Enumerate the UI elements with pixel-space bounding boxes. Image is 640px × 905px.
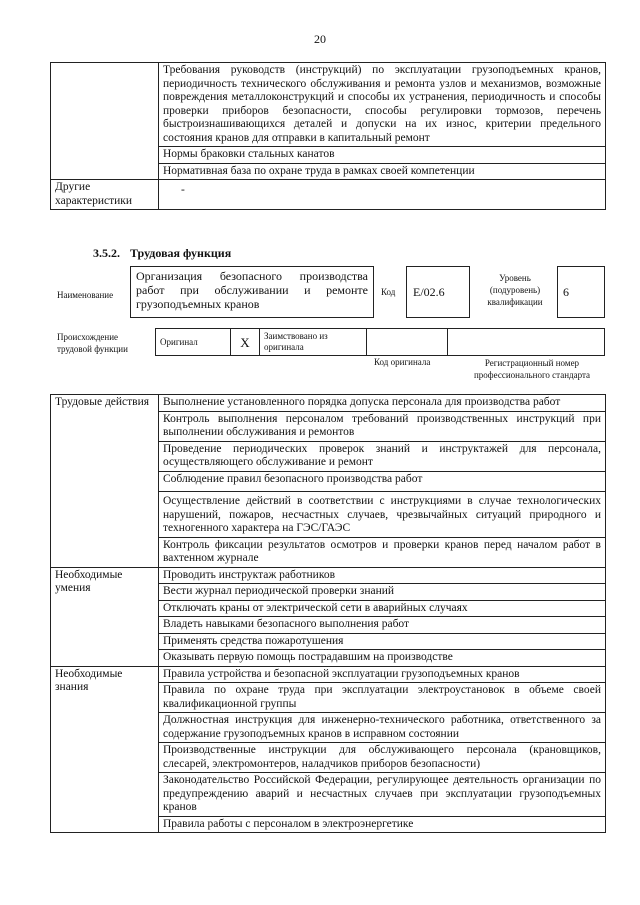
row-label [51,63,159,180]
knowledge-item: Производственные инструкции для обслуживающего персонала (крановщиков, слесарей, электромонтеров, наладчиков приборов безопасности) [159,743,606,773]
function-code: E/02.6 [406,266,470,318]
other-characteristics-value: - [159,180,606,210]
original-code-cell [367,329,448,356]
knowledge-item: Законодательство Российской Федерации, регулирующее деятельность организации по предупреждению аварий и несчастных случаев при эксплуатации грузоподъемных кранов [159,773,606,817]
labor-action-item: Соблюдение правил безопасного производства работ [159,471,606,492]
registration-number-caption: Регистрационный номер профессионального стандарта [473,358,591,380]
knowledge-item: Нормативная база по охране труда в рамках своей компетенции [159,163,606,180]
skill-item: Вести журнал периодической проверки знаний [159,584,606,601]
original-label: Оригинал [156,329,231,356]
function-name: Организация безопасного производства работ при обслуживании и ремонте грузоподъемных кранов [130,266,374,318]
knowledge-item: Должностная инструкция для инженерно-технического работника, ответственного за содержание грузоподъемных кранов в исправном состоянии [159,713,606,743]
knowledge-item: Правила устройства и безопасной эксплуатации грузоподъемных кранов [159,666,606,683]
table-row [51,567,606,584]
original-mark: X [231,329,260,356]
labor-action-item: Выполнение установленного порядка допуска персонала для производства работ [159,395,606,412]
section-heading [93,246,231,261]
qualification-level: 6 [557,266,605,318]
knowledge-item: Правила по охране труда при эксплуатации электроустановок в объеме своей квалификационной группы [159,683,606,713]
knowledge-item: Нормы браковки стальных канатов [159,147,606,164]
knowledge-item: Правила работы с персоналом в электроэнергетике [159,816,606,833]
skill-item: Проводить инструктаж работников [159,567,606,584]
table-row [51,666,606,683]
knowledge-item: Требования руководств (инструкций) по эксплуатации грузоподъемных кранов, периодичность технического обслуживания и ремонта узлов и механизмов, возможные повреждения металлоконструкций и способы их устранения, периодичность и способы проверки приборов безопасности, способы регулировки тормозов, перечень быстроизнашивающихся деталей и допуски на их износ, критерии предельного состояния кранов для отправки в капитальный ремонт [159,63,606,147]
table-row [51,63,606,147]
skill-item: Применять средства пожаротушения [159,633,606,650]
registration-number-cell [448,329,605,356]
skill-item: Владеть навыками безопасного выполнения работ [159,617,606,634]
borrowed-label: Заимствовано из оригинала [260,329,367,356]
table-row [51,395,606,412]
labor-action-item: Осуществление действий в соответствии с инструкциями в случае технологических нарушений, пожаров, несчастных случаев, чрезвычайных ситуаций природного и техногенного характера на ГЭС/ГАЭС [159,492,606,538]
qualification-level-label: Уровень (подуровень) квалификации [487,273,543,307]
section-title: Трудовая функция [130,246,232,260]
labor-action-item: Проведение периодических проверок знаний и инструктажей для персонала, осуществляющего обслуживание и ремонт [159,441,606,471]
other-characteristics-label: Другие характеристики [51,180,159,210]
labor-action-item: Контроль выполнения персоналом требований производственных инструкций при выполнении обслуживания и ремонтов [159,411,606,441]
labor-action-item: Контроль фиксации результатов осмотров и проверки кранов перед началом работ в вахтенном журнале [159,537,606,567]
table-row [51,180,606,210]
skill-item: Оказывать первую помощь пострадавшим на производстве [159,650,606,667]
labor-function-table [50,394,606,833]
table-row [156,329,605,356]
skill-item: Отключать краны от электрической сети в аварийных случаях [159,600,606,617]
origin-table [155,328,605,356]
code-label: Код [381,287,396,297]
knowledge-continuation-table [50,62,606,210]
name-label: Наименование [57,290,114,300]
page-number: 20 [314,32,326,46]
origin-label: Происхождение трудовой функции [57,332,128,354]
required-knowledge-label: Необходимые знания [51,666,159,833]
required-skills-label: Необходимые умения [51,567,159,666]
original-code-caption: Код оригинала [374,357,431,367]
section-number: 3.5.2. [93,246,120,260]
labor-actions-label: Трудовые действия [51,395,159,568]
